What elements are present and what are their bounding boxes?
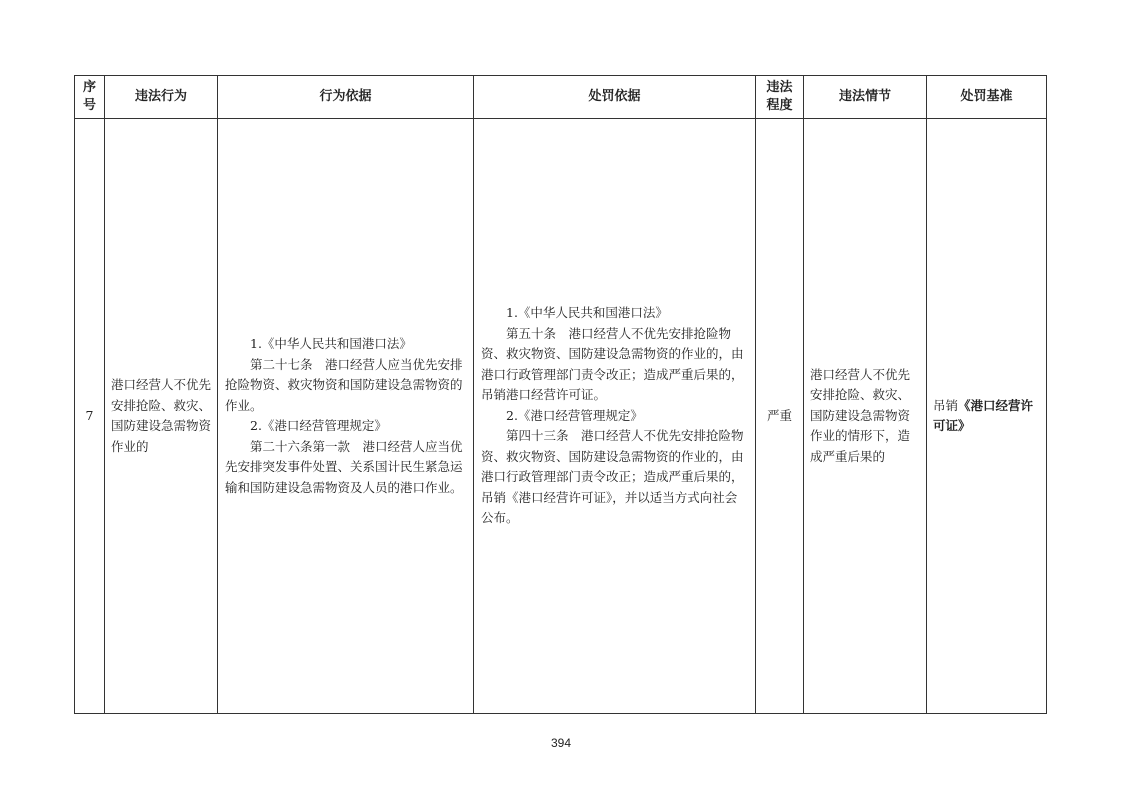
row-circumstance: 港口经营人不优先安排抢险、救灾、国防建设急需物资作业的情形下，造成严重后果的 — [804, 119, 927, 714]
standard-license: 《港口经营许可证》 — [933, 397, 1034, 433]
header-standard: 处罚基准 — [927, 76, 1047, 119]
penalty-law1-title: 1.《中华人民共和国港口法》 — [506, 305, 668, 321]
standard-prefix: 吊销 — [933, 397, 959, 413]
table-row — [75, 119, 1047, 714]
header-level: 违法程度 — [756, 76, 804, 119]
penalty-law1-text: 第五十条 港口经营人不优先安排抢险物资、救灾物资、国防建设急需物资的作业的，由港口行政管理部门责令改正；造成严重后果的，吊销港口经营许可证。 — [481, 325, 744, 403]
row-level: 严重 — [756, 119, 804, 714]
row-penalty-basis — [474, 119, 756, 714]
header-act: 违法行为 — [105, 76, 218, 119]
basis-law1-text: 第二十七条 港口经营人应当优先安排抢险物资、救灾物资和国防建设急需物资的作业。 — [225, 356, 463, 413]
basis-law2-title: 2.《港口经营管理规定》 — [250, 418, 387, 433]
basis-law2-text: 第二十六条第一款 港口经营人应当优先安排突发事件处置、关系国计民生紧急运输和国防建设急需物资及人员的港口作业。 — [225, 438, 463, 495]
row-no: 7 — [75, 119, 105, 714]
header-circumstance: 违法情节 — [804, 76, 927, 119]
header-no: 序号 — [75, 76, 105, 119]
header-basis: 行为依据 — [218, 76, 474, 119]
penalty-law2-title: 2.《港口经营管理规定》 — [506, 407, 643, 423]
penalty-law2-text: 第四十三条 港口经营人不优先安排抢险物资、救灾物资、国防建设急需物资的作业的，由港口行政管理部门责令改正；造成严重后果的，吊销《港口经营许可证》，并以适当方式向社会公布。 — [481, 428, 744, 526]
page-number: 394 — [550, 736, 572, 750]
row-standard — [927, 119, 1047, 714]
row-act: 港口经营人不优先安排抢险、救灾、国防建设急需物资作业的 — [105, 119, 218, 714]
basis-law1-title: 1.《中华人民共和国港口法》 — [250, 336, 412, 351]
header-penalty-basis: 处罚依据 — [474, 76, 756, 119]
table-header-row — [75, 76, 1047, 119]
penalty-standard-table — [74, 75, 1047, 714]
row-basis — [218, 119, 474, 714]
